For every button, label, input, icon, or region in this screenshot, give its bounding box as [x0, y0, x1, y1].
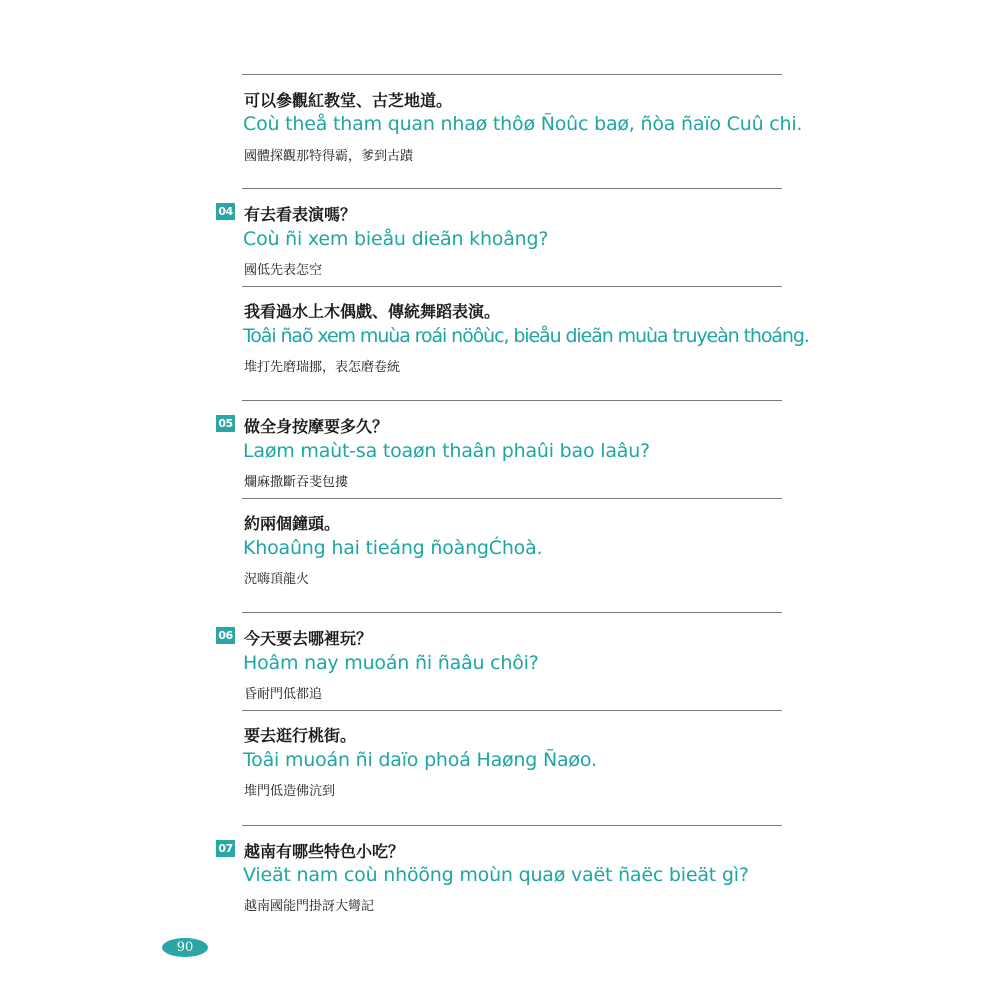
- divider: [242, 286, 782, 287]
- vietnamese-question: Coù ñi xem bieåu dieãn khoâng?: [243, 228, 549, 250]
- phonetic-hint: 爛麻撒斷吞斐包摟: [244, 475, 349, 490]
- divider: [242, 400, 782, 401]
- vietnamese-sentence: Coù theå tham quan nhaø thôø Ñoûc baø, ñòa ñaïo Cuû chi.: [243, 113, 803, 135]
- chinese-answer: 約兩個鐘頭。: [244, 514, 341, 533]
- vietnamese-answer: Toâi muoán ñi daïo phoá Haøng Ñaøo.: [243, 749, 597, 771]
- divider: [242, 188, 782, 189]
- item-number-badge: 07: [216, 840, 235, 857]
- item-number-badge: 05: [216, 415, 235, 432]
- phonetic-hint: 堆門低造佛沆到: [244, 784, 336, 799]
- item-number-badge: 04: [216, 203, 235, 220]
- chinese-sentence: 可以參觀紅教堂、古芝地道。: [244, 91, 453, 110]
- divider: [242, 498, 782, 499]
- page-number: 90: [162, 938, 208, 957]
- phonetic-hint: 國低先表怎空: [244, 263, 323, 278]
- phonetic-hint: 國體探觀那特得霸，爹到古蹟: [244, 149, 414, 164]
- divider: [242, 74, 782, 75]
- divider: [242, 612, 782, 613]
- phonetic-hint: 越南國能門掛訝大彎記: [244, 899, 375, 914]
- phonetic-hint: 堆打先磨瑞挪，表怎磨卷統: [244, 360, 401, 375]
- chinese-question: 今天要去哪裡玩？: [244, 629, 373, 648]
- vietnamese-question: Laøm maùt-sa toaøn thaân phaûi bao laâu?: [243, 440, 650, 462]
- item-number-badge: 06: [216, 627, 235, 644]
- vietnamese-answer: Toâi ñaõ xem muùa roái nöôùc, bieåu dieãn muùa truyeàn thoáng.: [243, 325, 809, 347]
- vietnamese-question: Vieät nam coù nhöõng moùn quaø vaët ñaëc bieät gì?: [243, 864, 749, 886]
- chinese-question: 做全身按摩要多久？: [244, 417, 389, 436]
- chinese-answer: 要去逛行桃街。: [244, 726, 357, 745]
- chinese-question: 有去看表演嗎？: [244, 205, 357, 224]
- vietnamese-answer: Khoaûng hai tieáng ñoàngĆhoà.: [243, 537, 543, 559]
- chinese-question: 越南有哪些特色小吃？: [244, 842, 405, 861]
- divider: [242, 710, 782, 711]
- phonetic-hint: 昏耐門低都追: [244, 687, 323, 702]
- phonetic-hint: 況嗨頂龍火: [244, 572, 310, 587]
- vietnamese-question: Hoâm nay muoán ñi ñaâu chôi?: [243, 652, 539, 674]
- divider: [242, 825, 782, 826]
- chinese-answer: 我看過水上木偶戲、傳統舞蹈表演。: [244, 302, 501, 321]
